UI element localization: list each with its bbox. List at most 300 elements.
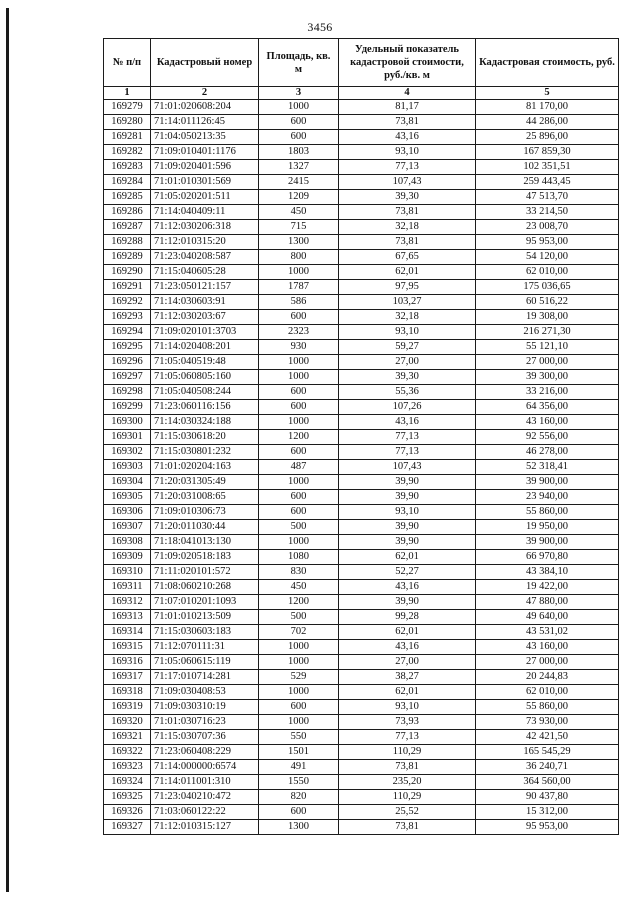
cell-cadastral-number: 71:05:060615:119: [151, 655, 259, 670]
cell-cadastral-value: 46 278,00: [476, 445, 619, 460]
cell-area: 1200: [259, 430, 339, 445]
cell-row-number: 169319: [104, 700, 151, 715]
cell-area: 600: [259, 310, 339, 325]
cell-cadastral-number: 71:12:030206:318: [151, 220, 259, 235]
cell-specific-value: 67,65: [339, 250, 476, 265]
cell-cadastral-number: 71:05:020201:511: [151, 190, 259, 205]
cell-cadastral-number: 71:20:011030:44: [151, 520, 259, 535]
cell-cadastral-number: 71:12:010315:20: [151, 235, 259, 250]
cell-area: 550: [259, 730, 339, 745]
cell-specific-value: 38,27: [339, 670, 476, 685]
cell-cadastral-number: 71:14:011126:45: [151, 115, 259, 130]
cell-cadastral-value: 64 356,00: [476, 400, 619, 415]
cell-area: 586: [259, 295, 339, 310]
cell-cadastral-number: 71:14:040409:11: [151, 205, 259, 220]
cell-specific-value: 25,52: [339, 805, 476, 820]
cell-row-number: 169308: [104, 535, 151, 550]
cell-row-number: 169321: [104, 730, 151, 745]
cell-cadastral-number: 71:23:050121:157: [151, 280, 259, 295]
cell-row-number: 169315: [104, 640, 151, 655]
cell-cadastral-value: 47 513,70: [476, 190, 619, 205]
cell-cadastral-number: 71:01:030716:23: [151, 715, 259, 730]
cell-cadastral-number: 71:11:020101:572: [151, 565, 259, 580]
cell-row-number: 169282: [104, 145, 151, 160]
cell-specific-value: 55,36: [339, 385, 476, 400]
cell-row-number: 169323: [104, 760, 151, 775]
cell-row-number: 169327: [104, 820, 151, 835]
cell-specific-value: 73,81: [339, 205, 476, 220]
cell-row-number: 169287: [104, 220, 151, 235]
cell-specific-value: 77,13: [339, 430, 476, 445]
cell-area: 450: [259, 205, 339, 220]
cell-row-number: 169297: [104, 370, 151, 385]
cell-area: 1501: [259, 745, 339, 760]
cell-specific-value: 39,30: [339, 370, 476, 385]
cell-cadastral-value: 55 860,00: [476, 505, 619, 520]
cell-row-number: 169289: [104, 250, 151, 265]
cell-specific-value: 77,13: [339, 445, 476, 460]
table-row: [104, 295, 619, 310]
table-row: [104, 790, 619, 805]
cell-cadastral-value: 66 970,80: [476, 550, 619, 565]
table-row: [104, 565, 619, 580]
cell-row-number: 169301: [104, 430, 151, 445]
cell-cadastral-value: 62 010,00: [476, 265, 619, 280]
cell-specific-value: 59,27: [339, 340, 476, 355]
cell-specific-value: 235,20: [339, 775, 476, 790]
cell-cadastral-value: 43 531,02: [476, 625, 619, 640]
cell-area: 1000: [259, 640, 339, 655]
cell-cadastral-value: 20 244,83: [476, 670, 619, 685]
cell-row-number: 169326: [104, 805, 151, 820]
cell-row-number: 169280: [104, 115, 151, 130]
column-number: 5: [476, 87, 619, 100]
cell-area: 1000: [259, 685, 339, 700]
cell-cadastral-number: 71:17:010714:281: [151, 670, 259, 685]
cell-row-number: 169286: [104, 205, 151, 220]
table-row: [104, 655, 619, 670]
cell-specific-value: 39,90: [339, 535, 476, 550]
cell-row-number: 169291: [104, 280, 151, 295]
table-row: [104, 640, 619, 655]
column-number: 2: [151, 87, 259, 100]
cell-row-number: 169300: [104, 415, 151, 430]
cell-area: 529: [259, 670, 339, 685]
cell-cadastral-value: 95 953,00: [476, 820, 619, 835]
cell-row-number: 169306: [104, 505, 151, 520]
header-cadastral-value: Кадастровая стоимость, руб.: [476, 39, 619, 87]
cell-specific-value: 77,13: [339, 160, 476, 175]
cell-cadastral-number: 71:20:031008:65: [151, 490, 259, 505]
table-header-row: [104, 39, 619, 87]
cell-cadastral-number: 71:15:030618:20: [151, 430, 259, 445]
cell-area: 1000: [259, 535, 339, 550]
table-row: [104, 610, 619, 625]
cell-specific-value: 43,16: [339, 130, 476, 145]
cell-row-number: 169312: [104, 595, 151, 610]
left-margin-rule: [6, 8, 9, 892]
cell-cadastral-value: 27 000,00: [476, 355, 619, 370]
table-row: [104, 325, 619, 340]
table-row: [104, 145, 619, 160]
column-number: 1: [104, 87, 151, 100]
cell-cadastral-number: 71:23:040208:587: [151, 250, 259, 265]
cell-cadastral-value: 47 880,00: [476, 595, 619, 610]
cell-cadastral-value: 19 422,00: [476, 580, 619, 595]
cell-row-number: 169290: [104, 265, 151, 280]
cell-cadastral-value: 259 443,45: [476, 175, 619, 190]
cell-area: 1000: [259, 475, 339, 490]
cell-cadastral-number: 71:12:070111:31: [151, 640, 259, 655]
cell-cadastral-value: 92 556,00: [476, 430, 619, 445]
cell-specific-value: 97,95: [339, 280, 476, 295]
column-number-row: [104, 87, 619, 100]
table-row: [104, 670, 619, 685]
cell-cadastral-value: 15 312,00: [476, 805, 619, 820]
cell-cadastral-value: 216 271,30: [476, 325, 619, 340]
cell-area: 1200: [259, 595, 339, 610]
cell-specific-value: 73,81: [339, 115, 476, 130]
table-row: [104, 370, 619, 385]
cell-specific-value: 81,17: [339, 100, 476, 115]
cell-area: 600: [259, 505, 339, 520]
cell-cadastral-number: 71:09:020518:183: [151, 550, 259, 565]
cell-cadastral-value: 39 300,00: [476, 370, 619, 385]
cell-specific-value: 73,93: [339, 715, 476, 730]
cell-cadastral-number: 71:12:010315:127: [151, 820, 259, 835]
cell-row-number: 169325: [104, 790, 151, 805]
table-row: [104, 385, 619, 400]
table-row: [104, 310, 619, 325]
cell-cadastral-number: 71:20:031305:49: [151, 475, 259, 490]
table-row: [104, 220, 619, 235]
cell-specific-value: 107,26: [339, 400, 476, 415]
cell-row-number: 169313: [104, 610, 151, 625]
cell-specific-value: 32,18: [339, 310, 476, 325]
cell-cadastral-number: 71:15:030603:183: [151, 625, 259, 640]
table-row: [104, 535, 619, 550]
header-cadastral-number: Кадастровый номер: [151, 39, 259, 87]
table-row: [104, 250, 619, 265]
cell-cadastral-number: 71:14:000000:6574: [151, 760, 259, 775]
cell-cadastral-number: 71:05:040519:48: [151, 355, 259, 370]
table-row: [104, 625, 619, 640]
cell-cadastral-value: 43 160,00: [476, 640, 619, 655]
cell-cadastral-value: 60 516,22: [476, 295, 619, 310]
cell-cadastral-number: 71:23:060116:156: [151, 400, 259, 415]
cell-row-number: 169317: [104, 670, 151, 685]
cell-area: 600: [259, 130, 339, 145]
cell-cadastral-number: 71:03:060122:22: [151, 805, 259, 820]
cell-specific-value: 73,81: [339, 235, 476, 250]
cell-cadastral-number: 71:09:020101:3703: [151, 325, 259, 340]
cell-row-number: 169318: [104, 685, 151, 700]
cell-cadastral-value: 49 640,00: [476, 610, 619, 625]
cell-cadastral-number: 71:15:040605:28: [151, 265, 259, 280]
table-row: [104, 355, 619, 370]
cell-row-number: 169324: [104, 775, 151, 790]
cell-cadastral-number: 71:09:010306:73: [151, 505, 259, 520]
cell-cadastral-value: 175 036,65: [476, 280, 619, 295]
table-row: [104, 400, 619, 415]
cell-specific-value: 39,30: [339, 190, 476, 205]
cell-area: 1787: [259, 280, 339, 295]
table-row: [104, 265, 619, 280]
table-row: [104, 115, 619, 130]
table-row: [104, 595, 619, 610]
cell-row-number: 169314: [104, 625, 151, 640]
table-row: [104, 760, 619, 775]
cell-cadastral-value: 54 120,00: [476, 250, 619, 265]
cell-row-number: 169302: [104, 445, 151, 460]
cell-cadastral-number: 71:07:010201:1093: [151, 595, 259, 610]
cell-specific-value: 93,10: [339, 505, 476, 520]
table-row: [104, 805, 619, 820]
cell-cadastral-value: 42 421,50: [476, 730, 619, 745]
cell-row-number: 169279: [104, 100, 151, 115]
cell-specific-value: 93,10: [339, 145, 476, 160]
cell-area: 600: [259, 490, 339, 505]
table-row: [104, 130, 619, 145]
cell-cadastral-number: 71:14:030324:188: [151, 415, 259, 430]
cell-cadastral-number: 71:09:010401:1176: [151, 145, 259, 160]
cell-area: 500: [259, 520, 339, 535]
cell-row-number: 169283: [104, 160, 151, 175]
cell-row-number: 169292: [104, 295, 151, 310]
cell-cadastral-value: 102 351,51: [476, 160, 619, 175]
cell-cadastral-number: 71:14:011001:310: [151, 775, 259, 790]
cell-row-number: 169298: [104, 385, 151, 400]
cell-specific-value: 103,27: [339, 295, 476, 310]
cell-specific-value: 110,29: [339, 790, 476, 805]
cell-cadastral-value: 23 940,00: [476, 490, 619, 505]
cell-row-number: 169322: [104, 745, 151, 760]
cell-cadastral-value: 33 216,00: [476, 385, 619, 400]
cell-specific-value: 110,29: [339, 745, 476, 760]
cell-area: 1000: [259, 715, 339, 730]
cell-area: 1300: [259, 820, 339, 835]
table-row: [104, 175, 619, 190]
cell-cadastral-number: 71:23:060408:229: [151, 745, 259, 760]
header-specific-value: Удельный показатель кадастровой стоимости, руб./кв. м: [339, 39, 476, 87]
cell-row-number: 169304: [104, 475, 151, 490]
cell-area: 1000: [259, 655, 339, 670]
cell-row-number: 169311: [104, 580, 151, 595]
cell-cadastral-value: 27 000,00: [476, 655, 619, 670]
cell-row-number: 169305: [104, 490, 151, 505]
cell-row-number: 169294: [104, 325, 151, 340]
cell-specific-value: 39,90: [339, 520, 476, 535]
cell-cadastral-number: 71:09:030310:19: [151, 700, 259, 715]
table-row: [104, 445, 619, 460]
cell-specific-value: 62,01: [339, 625, 476, 640]
cadastral-value-table: [103, 38, 619, 835]
cell-specific-value: 52,27: [339, 565, 476, 580]
cell-specific-value: 27,00: [339, 355, 476, 370]
cell-area: 820: [259, 790, 339, 805]
cell-cadastral-value: 90 437,80: [476, 790, 619, 805]
table-row: [104, 280, 619, 295]
cell-area: 1000: [259, 415, 339, 430]
cell-cadastral-value: 95 953,00: [476, 235, 619, 250]
cell-cadastral-number: 71:05:060805:160: [151, 370, 259, 385]
cell-specific-value: 99,28: [339, 610, 476, 625]
table-row: [104, 460, 619, 475]
cell-area: 1000: [259, 355, 339, 370]
cell-row-number: 169281: [104, 130, 151, 145]
cell-specific-value: 62,01: [339, 550, 476, 565]
cell-row-number: 169307: [104, 520, 151, 535]
cell-cadastral-value: 43 384,10: [476, 565, 619, 580]
cell-specific-value: 93,10: [339, 700, 476, 715]
cell-cadastral-number: 71:18:041013:130: [151, 535, 259, 550]
table-row: [104, 475, 619, 490]
cell-area: 600: [259, 385, 339, 400]
cell-area: 1000: [259, 265, 339, 280]
cell-cadastral-number: 71:04:050213:35: [151, 130, 259, 145]
cell-cadastral-value: 364 560,00: [476, 775, 619, 790]
cell-cadastral-value: 55 860,00: [476, 700, 619, 715]
cell-area: 1300: [259, 235, 339, 250]
cell-row-number: 169295: [104, 340, 151, 355]
cell-area: 1209: [259, 190, 339, 205]
table-row: [104, 415, 619, 430]
table-row: [104, 730, 619, 745]
cell-area: 2415: [259, 175, 339, 190]
cell-cadastral-number: 71:01:010301:569: [151, 175, 259, 190]
cell-row-number: 169288: [104, 235, 151, 250]
table-row: [104, 190, 619, 205]
cell-cadastral-number: 71:01:010213:509: [151, 610, 259, 625]
cell-cadastral-value: 23 008,70: [476, 220, 619, 235]
table-row: [104, 340, 619, 355]
cell-cadastral-number: 71:15:030707:36: [151, 730, 259, 745]
cell-cadastral-number: 71:08:060210:268: [151, 580, 259, 595]
cell-area: 600: [259, 700, 339, 715]
cell-specific-value: 77,13: [339, 730, 476, 745]
cell-specific-value: 43,16: [339, 415, 476, 430]
cell-specific-value: 107,43: [339, 460, 476, 475]
table-row: [104, 700, 619, 715]
cell-cadastral-value: 33 214,50: [476, 205, 619, 220]
cell-cadastral-number: 71:05:040508:244: [151, 385, 259, 400]
cell-area: 800: [259, 250, 339, 265]
cell-cadastral-value: 19 950,00: [476, 520, 619, 535]
cell-cadastral-value: 55 121,10: [476, 340, 619, 355]
table-row: [104, 550, 619, 565]
cell-cadastral-value: 44 286,00: [476, 115, 619, 130]
cell-specific-value: 107,43: [339, 175, 476, 190]
cell-specific-value: 32,18: [339, 220, 476, 235]
cell-row-number: 169310: [104, 565, 151, 580]
table-row: [104, 745, 619, 760]
cell-specific-value: 73,81: [339, 760, 476, 775]
cell-row-number: 169284: [104, 175, 151, 190]
table-row: [104, 775, 619, 790]
cell-area: 487: [259, 460, 339, 475]
cell-cadastral-value: 165 545,29: [476, 745, 619, 760]
table-row: [104, 505, 619, 520]
cell-area: 600: [259, 445, 339, 460]
cell-cadastral-value: 62 010,00: [476, 685, 619, 700]
cell-specific-value: 43,16: [339, 640, 476, 655]
cell-cadastral-number: 71:15:030801:232: [151, 445, 259, 460]
cell-row-number: 169320: [104, 715, 151, 730]
table-row: [104, 685, 619, 700]
cell-cadastral-value: 19 308,00: [476, 310, 619, 325]
cell-area: 702: [259, 625, 339, 640]
header-area: Площадь, кв. м: [259, 39, 339, 87]
cell-cadastral-value: 81 170,00: [476, 100, 619, 115]
cell-area: 830: [259, 565, 339, 580]
cell-specific-value: 62,01: [339, 265, 476, 280]
cell-cadastral-value: 52 318,41: [476, 460, 619, 475]
table-row: [104, 520, 619, 535]
cell-cadastral-value: 39 900,00: [476, 535, 619, 550]
cell-area: 491: [259, 760, 339, 775]
cell-cadastral-number: 71:14:020408:201: [151, 340, 259, 355]
cell-specific-value: 62,01: [339, 685, 476, 700]
cell-cadastral-value: 43 160,00: [476, 415, 619, 430]
table-row: [104, 715, 619, 730]
table-row: [104, 820, 619, 835]
cell-area: 600: [259, 805, 339, 820]
cell-cadastral-value: 73 930,00: [476, 715, 619, 730]
cell-specific-value: 27,00: [339, 655, 476, 670]
table-row: [104, 160, 619, 175]
table-body: [104, 100, 619, 835]
cell-area: 715: [259, 220, 339, 235]
cell-cadastral-value: 36 240,71: [476, 760, 619, 775]
cell-specific-value: 73,81: [339, 820, 476, 835]
cell-specific-value: 39,90: [339, 475, 476, 490]
cell-row-number: 169299: [104, 400, 151, 415]
cell-cadastral-value: 39 900,00: [476, 475, 619, 490]
cell-area: 500: [259, 610, 339, 625]
cell-area: 1000: [259, 100, 339, 115]
cell-cadastral-number: 71:23:040210:472: [151, 790, 259, 805]
cell-area: 930: [259, 340, 339, 355]
cell-area: 1327: [259, 160, 339, 175]
table-row: [104, 580, 619, 595]
table-row: [104, 205, 619, 220]
cell-specific-value: 39,90: [339, 595, 476, 610]
cell-area: 600: [259, 400, 339, 415]
cell-area: 2323: [259, 325, 339, 340]
cell-row-number: 169316: [104, 655, 151, 670]
column-number: 4: [339, 87, 476, 100]
cell-area: 1000: [259, 370, 339, 385]
cell-specific-value: 39,90: [339, 490, 476, 505]
cell-cadastral-number: 71:09:020401:596: [151, 160, 259, 175]
cell-specific-value: 43,16: [339, 580, 476, 595]
cell-row-number: 169285: [104, 190, 151, 205]
cell-cadastral-number: 71:01:020608:204: [151, 100, 259, 115]
cell-cadastral-number: 71:14:030603:91: [151, 295, 259, 310]
cell-specific-value: 93,10: [339, 325, 476, 340]
cell-row-number: 169303: [104, 460, 151, 475]
cell-area: 450: [259, 580, 339, 595]
page-number: 3456: [307, 20, 333, 34]
cell-cadastral-number: 71:12:030203:67: [151, 310, 259, 325]
table-row: [104, 100, 619, 115]
table-row: [104, 235, 619, 250]
header-row-number: № п/п: [104, 39, 151, 87]
cell-cadastral-number: 71:01:020204:163: [151, 460, 259, 475]
cell-cadastral-number: 71:09:030408:53: [151, 685, 259, 700]
cell-row-number: 169296: [104, 355, 151, 370]
table-row: [104, 430, 619, 445]
